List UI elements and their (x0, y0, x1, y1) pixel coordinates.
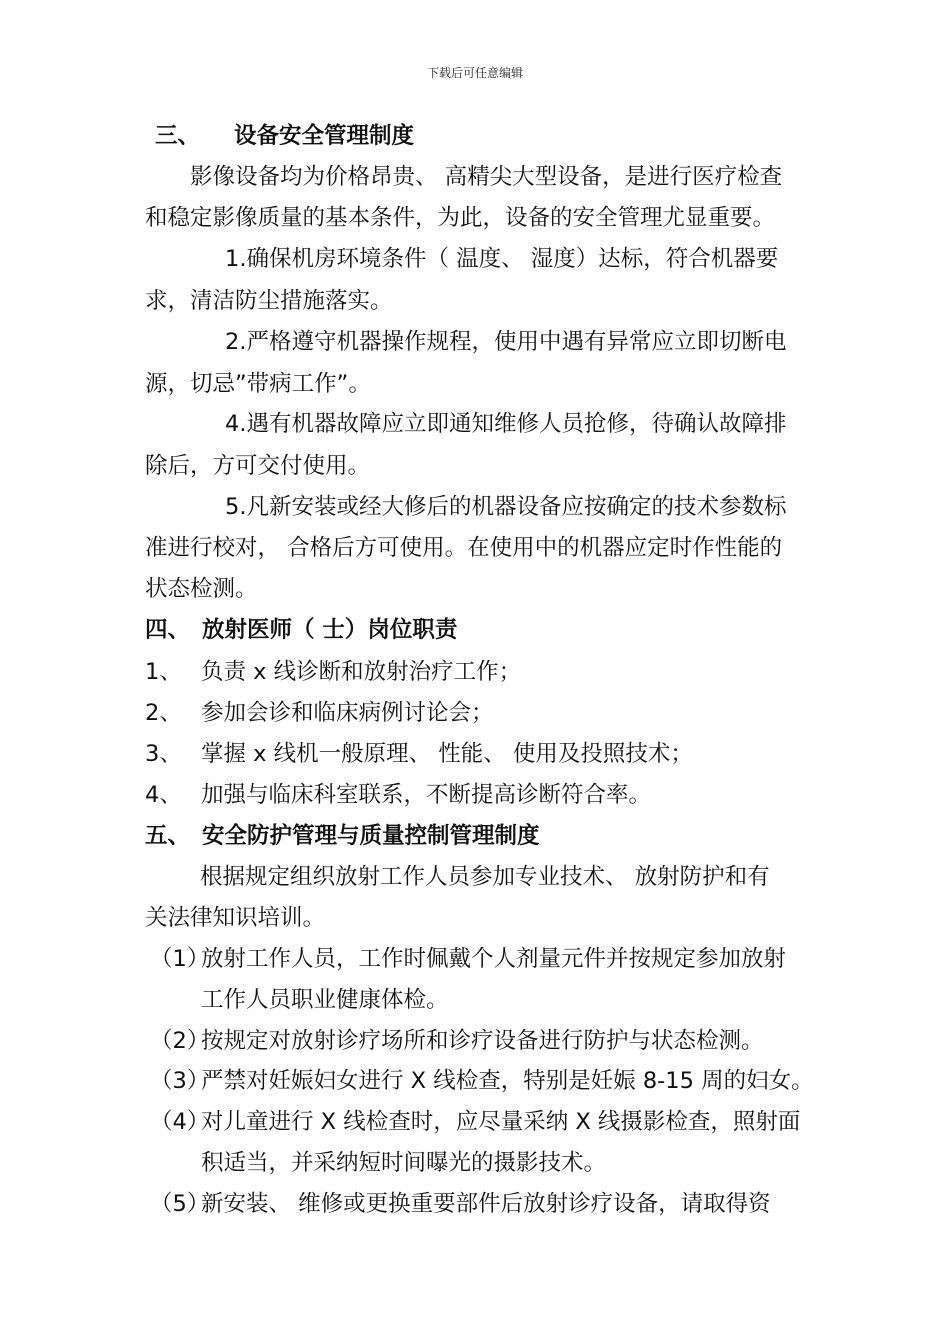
section-4-item-1 (145, 657, 521, 687)
section-3-item-1-line-1: 1.确保机房环境条件（ 温度、 湿度）达标，符合机器要 (225, 246, 779, 272)
list-text: 按规定对放射诊疗场所和诊疗设备进行防护与状态检测。 (201, 1028, 764, 1054)
page-header: 下载后可任意编辑 (426, 66, 523, 80)
section-5-item-4-line-1 (150, 1107, 800, 1137)
section-3-intro-line-1: 影像设备均为价格昂贵、 高精尖大型设备，是进行医疗检查 (190, 164, 783, 190)
list-text: 对儿童进行 X 线检查时，应尽量采纳 X 线摄影检查，照射面 (201, 1109, 801, 1135)
section-5-number: 五、 (145, 823, 191, 849)
section-5-intro-line-2: 关法律知识培训。 (145, 905, 326, 931)
list-number: （5） (150, 1191, 210, 1217)
list-number: （4） (150, 1109, 210, 1135)
section-5-heading (145, 821, 540, 851)
section-4-number: 四、 (145, 617, 191, 643)
section-4-title: 放射医师（ 士）岗位职责 (202, 617, 458, 643)
section-3-title: 设备安全管理制度 (234, 123, 415, 149)
section-4-heading (145, 615, 457, 645)
list-text: 新安装、 维修或更换重要部件后放射诊疗设备，请取得资 (201, 1191, 771, 1217)
section-3-number: 三、 (155, 123, 201, 149)
section-3-item-5-line-1: 5.凡新安装或经大修后的机器设备应按确定的技术参数标 (225, 494, 787, 520)
section-4-item-2 (145, 698, 494, 728)
section-5-item-5 (150, 1189, 771, 1219)
section-3-item-5-line-2: 准进行校对， 合格后方可使用。在使用中的机器应定时作性能的 (145, 535, 783, 561)
list-text: 参加会诊和临床病例讨论会； (201, 700, 494, 726)
section-3-item-5-line-3: 状态检测。 (145, 576, 258, 602)
section-3-heading (155, 121, 414, 151)
section-3-item-2-line-2: 源，切忌”带病工作”。 (145, 371, 371, 397)
list-number: （3） (150, 1068, 210, 1094)
list-text: 负责 x 线诊断和放射治疗工作； (201, 659, 522, 685)
section-5-item-1-line-1 (150, 944, 786, 974)
section-5-item-3 (150, 1066, 814, 1096)
list-number: 1、 (145, 659, 182, 685)
list-number: （2） (150, 1028, 210, 1054)
list-number: 2、 (145, 700, 182, 726)
list-text: 放射工作人员，工作时佩戴个人剂量元件并按规定参加放射 (201, 946, 787, 972)
section-5-item-1-line-2: 工作人员职业健康体检。 (201, 987, 449, 1013)
section-5-item-4-line-2: 积适当，并采纳短时间曝光的摄影技术。 (201, 1150, 607, 1176)
list-text: 掌握 x 线机一般原理、 性能、 使用及投照技术； (201, 741, 693, 767)
section-3-item-4-line-1: 4.遇有机器故障应立即通知维修人员抢修，待确认故障排 (225, 411, 787, 437)
section-3-item-4-line-2: 除后，方可交付使用。 (145, 453, 371, 479)
section-4-item-4 (145, 780, 651, 810)
section-3-item-2-line-1: 2.严格遵守机器操作规程，使用中遇有异常应立即切断电 (225, 329, 787, 355)
list-number: 3、 (145, 741, 182, 767)
section-3-item-1-line-2: 求，清洁防尘措施落实。 (145, 288, 393, 314)
section-5-title: 安全防护管理与质量控制管理制度 (202, 823, 540, 849)
list-text: 加强与临床科室联系，不断提高诊断符合率。 (201, 782, 652, 808)
section-3-intro-line-2: 和稳定影像质量的基本条件，为此，设备的安全管理尤显重要。 (145, 205, 776, 231)
section-5-item-2 (150, 1026, 764, 1056)
list-text: 严禁对妊娠妇女进行 X 线检查，特别是妊娠 8-15 周的妇女。 (201, 1068, 814, 1094)
list-number: 4、 (145, 782, 182, 808)
section-5-intro-line-1: 根据规定组织放射工作人员参加专业技术、 放射防护和有 (200, 864, 770, 890)
section-4-item-3 (145, 739, 693, 769)
list-number: （1） (150, 946, 210, 972)
